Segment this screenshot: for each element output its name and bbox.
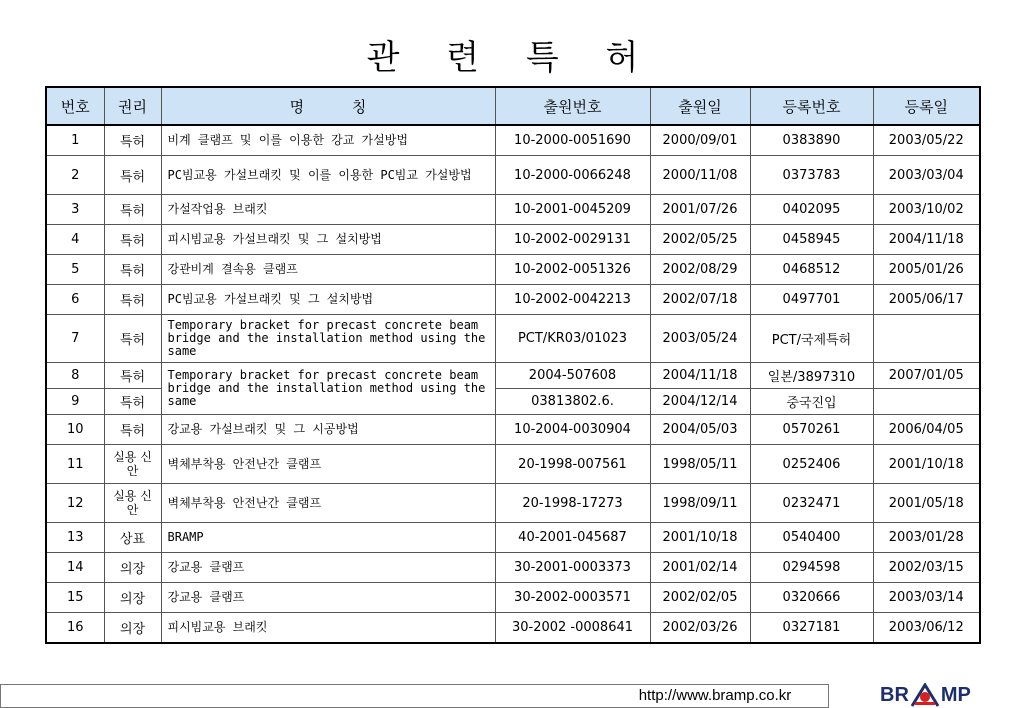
cell-no: 5 — [46, 255, 104, 285]
cell-app-date: 2001/02/14 — [650, 553, 750, 583]
cell-app-no: 10-2002-0051326 — [495, 255, 650, 285]
cell-app-no: 10-2002-0042213 — [495, 285, 650, 315]
header-name: 명 칭 — [161, 87, 495, 125]
table-row — [46, 553, 980, 583]
page-title: 관 련 특 허 — [366, 38, 657, 78]
cell-reg-date: 2003/05/22 — [873, 125, 980, 156]
table-row — [46, 613, 980, 644]
cell-reg-date: 2003/03/04 — [873, 156, 980, 195]
bramp-logo — [880, 683, 971, 707]
cell-app-date: 2004/12/14 — [650, 389, 750, 415]
cell-reg-date: 2003/10/02 — [873, 195, 980, 225]
cell-name: 피시빔교용 브래킷 — [161, 613, 495, 644]
cell-reg-no: 0294598 — [750, 553, 873, 583]
cell-reg-no: 0458945 — [750, 225, 873, 255]
cell-type: 특허 — [104, 225, 161, 255]
cell-type: 의장 — [104, 583, 161, 613]
cell-no: 1 — [46, 125, 104, 156]
cell-reg-date: 2003/06/12 — [873, 613, 980, 644]
cell-app-no: 10-2004-0030904 — [495, 415, 650, 445]
cell-reg-no: 0383890 — [750, 125, 873, 156]
cell-app-date: 2001/10/18 — [650, 523, 750, 553]
cell-no: 3 — [46, 195, 104, 225]
cell-app-no: 2004-507608 — [495, 363, 650, 389]
cell-type: 특허 — [104, 363, 161, 389]
cell-type: 특허 — [104, 125, 161, 156]
cell-name: Temporary bracket for precast concrete beam bridge and the installation method using the same — [161, 315, 495, 363]
cell-no: 8 — [46, 363, 104, 389]
header-no: 번호 — [46, 87, 104, 125]
cell-reg-date — [873, 389, 980, 415]
header-type: 권리 — [104, 87, 161, 125]
cell-name: PC빔교용 가설브래킷 및 그 설치방법 — [161, 285, 495, 315]
cell-app-no: 10-2001-0045209 — [495, 195, 650, 225]
cell-reg-date: 2001/10/18 — [873, 445, 980, 484]
cell-name: 피시빔교용 가설브래킷 및 그 설치방법 — [161, 225, 495, 255]
cell-app-no: 03813802.6. — [495, 389, 650, 415]
table-row — [46, 363, 980, 389]
header-app-date: 출원일 — [650, 87, 750, 125]
cell-reg-date: 2003/01/28 — [873, 523, 980, 553]
cell-name: 강관비계 결속용 클램프 — [161, 255, 495, 285]
cell-app-no: 10-2002-0029131 — [495, 225, 650, 255]
cell-reg-no: 0497701 — [750, 285, 873, 315]
cell-reg-no: 0540400 — [750, 523, 873, 553]
cell-app-date: 2002/08/29 — [650, 255, 750, 285]
cell-reg-no: 중국진입 — [750, 389, 873, 415]
cell-type: 실용 신안 — [104, 445, 161, 484]
cell-no: 15 — [46, 583, 104, 613]
cell-reg-date: 2006/04/05 — [873, 415, 980, 445]
cell-type: 특허 — [104, 315, 161, 363]
cell-no: 4 — [46, 225, 104, 255]
cell-type: 특허 — [104, 415, 161, 445]
header-reg-no: 등록번호 — [750, 87, 873, 125]
cell-reg-no: 0402095 — [750, 195, 873, 225]
cell-name: BRAMP — [161, 523, 495, 553]
cell-type: 특허 — [104, 389, 161, 415]
cell-type: 특허 — [104, 195, 161, 225]
cell-name: 강교용 클램프 — [161, 553, 495, 583]
table-row — [46, 445, 980, 484]
cell-app-no: PCT/KR03/01023 — [495, 315, 650, 363]
cell-no: 11 — [46, 445, 104, 484]
table-row — [46, 156, 980, 195]
logo-text-right: MP — [940, 683, 971, 706]
cell-reg-date: 2004/11/18 — [873, 225, 980, 255]
cell-no: 6 — [46, 285, 104, 315]
table-row — [46, 583, 980, 613]
cell-app-date: 2002/03/26 — [650, 613, 750, 644]
cell-name: 강교용 가설브래킷 및 그 시공방법 — [161, 415, 495, 445]
cell-name: 강교용 클램프 — [161, 583, 495, 613]
table-row — [46, 484, 980, 523]
table-header-row — [46, 87, 980, 125]
cell-name: 벽체부착용 안전난간 클램프 — [161, 445, 495, 484]
cell-reg-date: 2007/01/05 — [873, 363, 980, 389]
cell-app-date: 2004/05/03 — [650, 415, 750, 445]
header-app-no: 출원번호 — [495, 87, 650, 125]
cell-app-date: 2000/11/08 — [650, 156, 750, 195]
cell-reg-no: PCT/국제특허 — [750, 315, 873, 363]
patents-table — [45, 86, 981, 644]
table-row — [46, 195, 980, 225]
table-row — [46, 285, 980, 315]
cell-no: 14 — [46, 553, 104, 583]
logo-a-icon — [910, 683, 940, 707]
cell-reg-no: 0252406 — [750, 445, 873, 484]
cell-name: 비계 클램프 및 이를 이용한 강교 가설방법 — [161, 125, 495, 156]
cell-app-no: 20-1998-007561 — [495, 445, 650, 484]
table-row — [46, 125, 980, 156]
cell-no: 10 — [46, 415, 104, 445]
cell-app-date: 2002/02/05 — [650, 583, 750, 613]
cell-name: 벽체부착용 안전난간 클램프 — [161, 484, 495, 523]
cell-app-no: 30-2001-0003373 — [495, 553, 650, 583]
table-row — [46, 523, 980, 553]
cell-reg-date: 2003/03/14 — [873, 583, 980, 613]
table-row — [46, 315, 980, 363]
website-link[interactable]: http://www.bramp.co.kr — [638, 687, 792, 704]
table-row — [46, 415, 980, 445]
cell-type: 특허 — [104, 285, 161, 315]
cell-reg-date: 2005/06/17 — [873, 285, 980, 315]
cell-app-date: 2001/07/26 — [650, 195, 750, 225]
cell-app-date: 1998/05/11 — [650, 445, 750, 484]
cell-type: 상표 — [104, 523, 161, 553]
logo-text-left: BR — [880, 683, 909, 706]
cell-app-date: 1998/09/11 — [650, 484, 750, 523]
cell-name: PC빔교용 가설브래킷 및 이를 이용한 PC빔교 가설방법 — [161, 156, 495, 195]
cell-reg-date: 2002/03/15 — [873, 553, 980, 583]
cell-type: 의장 — [104, 553, 161, 583]
cell-no: 13 — [46, 523, 104, 553]
cell-app-date: 2003/05/24 — [650, 315, 750, 363]
cell-app-no: 30-2002-0003571 — [495, 583, 650, 613]
cell-reg-no: 일본/3897310 — [750, 363, 873, 389]
cell-reg-date: 2005/01/26 — [873, 255, 980, 285]
cell-type: 실용 신안 — [104, 484, 161, 523]
cell-type: 의장 — [104, 613, 161, 644]
cell-app-date: 2004/11/18 — [650, 363, 750, 389]
cell-type: 특허 — [104, 255, 161, 285]
table-row — [46, 225, 980, 255]
header-reg-date: 등록일 — [873, 87, 980, 125]
cell-no: 2 — [46, 156, 104, 195]
cell-reg-no: 0570261 — [750, 415, 873, 445]
cell-reg-no: 0320666 — [750, 583, 873, 613]
cell-reg-no: 0232471 — [750, 484, 873, 523]
cell-app-no: 30-2002 -0008641 — [495, 613, 650, 644]
cell-no: 16 — [46, 613, 104, 644]
cell-name: 가설작업용 브래킷 — [161, 195, 495, 225]
cell-app-no: 10-2000-0066248 — [495, 156, 650, 195]
cell-app-no: 40-2001-045687 — [495, 523, 650, 553]
cell-app-date: 2000/09/01 — [650, 125, 750, 156]
cell-no: 9 — [46, 389, 104, 415]
cell-no: 12 — [46, 484, 104, 523]
cell-reg-date — [873, 315, 980, 363]
cell-app-date: 2002/05/25 — [650, 225, 750, 255]
table-row — [46, 255, 980, 285]
cell-app-no: 20-1998-17273 — [495, 484, 650, 523]
cell-reg-no: 0373783 — [750, 156, 873, 195]
cell-no: 7 — [46, 315, 104, 363]
cell-reg-date: 2001/05/18 — [873, 484, 980, 523]
cell-name: Temporary bracket for precast concrete beam bridge and the installation method using the same — [161, 363, 495, 415]
cell-app-date: 2002/07/18 — [650, 285, 750, 315]
cell-app-no: 10-2000-0051690 — [495, 125, 650, 156]
cell-type: 특허 — [104, 156, 161, 195]
cell-reg-no: 0468512 — [750, 255, 873, 285]
cell-reg-no: 0327181 — [750, 613, 873, 644]
